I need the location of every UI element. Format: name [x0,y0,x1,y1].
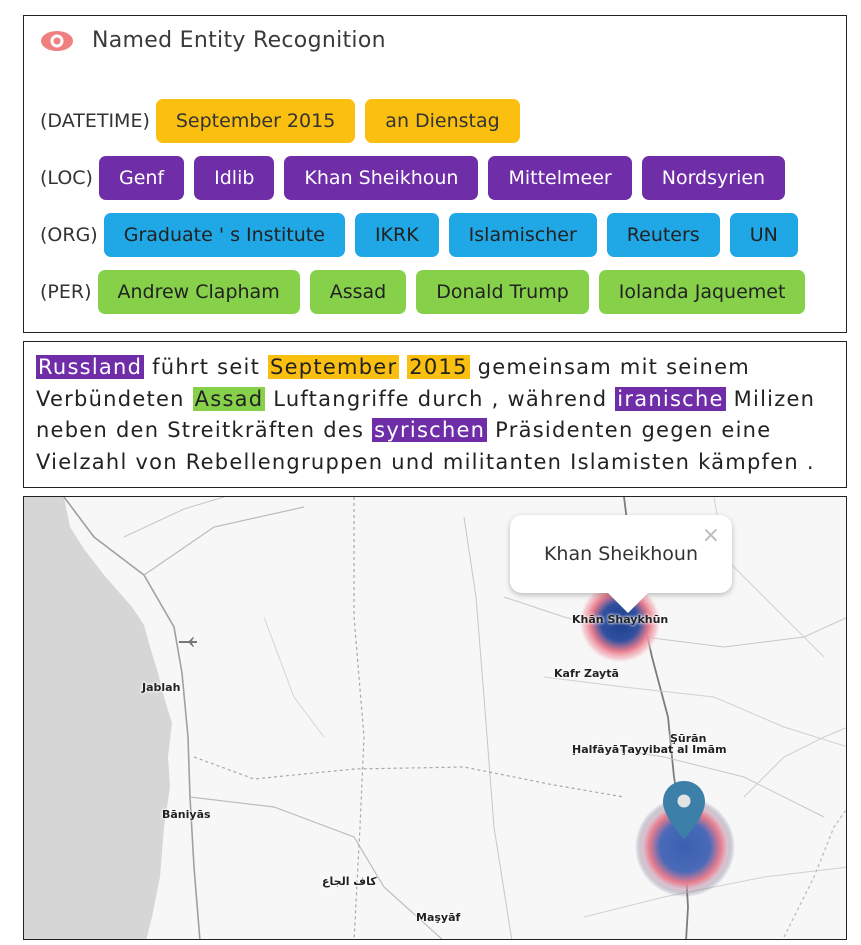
entity-chip[interactable]: Mittelmeer [488,156,631,200]
entity-highlight[interactable]: syrischen [374,418,486,442]
entity-row-loc [40,156,795,200]
entity-chip[interactable]: IKRK [355,213,439,257]
map-label: Kafr Zaytā [554,667,619,680]
ner-title: Named Entity Recognition [92,28,386,53]
ner-panel [23,15,847,333]
map-popup [510,515,732,593]
entity-chip[interactable]: Iolanda Jaquemet [599,270,806,314]
annotated-sentence [36,352,836,478]
map-label: Khān Shaykhūn [572,613,669,626]
entity-chip[interactable]: Andrew Clapham [98,270,300,314]
entity-type-label: (DATETIME) [40,110,150,132]
entity-highlight[interactable]: September [270,355,398,379]
entity-type-label: (ORG) [40,224,98,246]
sentence-text: Präsidenten gegen eine Vielzahl von Rebellengruppen und militanten Islamisten kämpfen . [36,418,815,474]
ner-header [40,28,386,53]
map-label: كاف الجاع [322,875,377,888]
close-icon[interactable]: × [701,523,720,548]
entity-chip[interactable]: Nordsyrien [642,156,785,200]
entity-row-datetime [40,99,530,143]
sentence-text: führt seit [144,355,269,379]
map-panel[interactable] [23,496,847,940]
entity-type-label: (PER) [40,281,92,303]
entity-chip[interactable]: Genf [99,156,184,200]
annotated-text-panel [23,341,847,488]
entity-chip[interactable]: Graduate ' s Institute [104,213,345,257]
entity-highlight[interactable]: Assad [194,386,264,411]
entity-row-org [40,213,808,257]
entity-chip[interactable]: Khan Sheikhoun [284,156,478,200]
sentence-text: Luftangriffe durch , während [265,386,616,411]
popup-pointer [606,591,650,613]
sentence-text: Milizen neben den Streitkräften des [36,386,816,442]
sentence-text: gemeinsam mit seinem Verbündeten [36,355,750,411]
eye-icon [40,29,74,53]
entity-highlight[interactable]: Russland [38,355,143,379]
entity-chip[interactable]: Assad [310,270,407,314]
entity-chip[interactable]: UN [730,213,798,257]
entity-chip[interactable]: an Dienstag [365,99,519,143]
entity-chip[interactable]: Idlib [194,156,274,200]
entity-chip[interactable]: September 2015 [156,99,355,143]
map-label: Ţayyibat al Imām [620,743,727,756]
map-label: Jablah [142,681,181,694]
map-label: Şūrān [670,732,707,745]
map-label: Maşyāf [416,911,461,924]
entity-chip[interactable]: Reuters [607,213,720,257]
map-label: Bāniyās [162,808,211,821]
entity-highlight[interactable]: 2015 [409,355,468,379]
entity-chip[interactable]: Donald Trump [416,270,589,314]
entity-type-label: (LOC) [40,167,93,189]
entity-chip[interactable]: Islamischer [449,213,597,257]
popup-title: Khan Sheikhoun [543,543,699,565]
map-label: Ḩalfāyā [572,743,620,756]
entity-row-per [40,270,815,314]
entity-highlight[interactable]: iranische [617,386,724,411]
